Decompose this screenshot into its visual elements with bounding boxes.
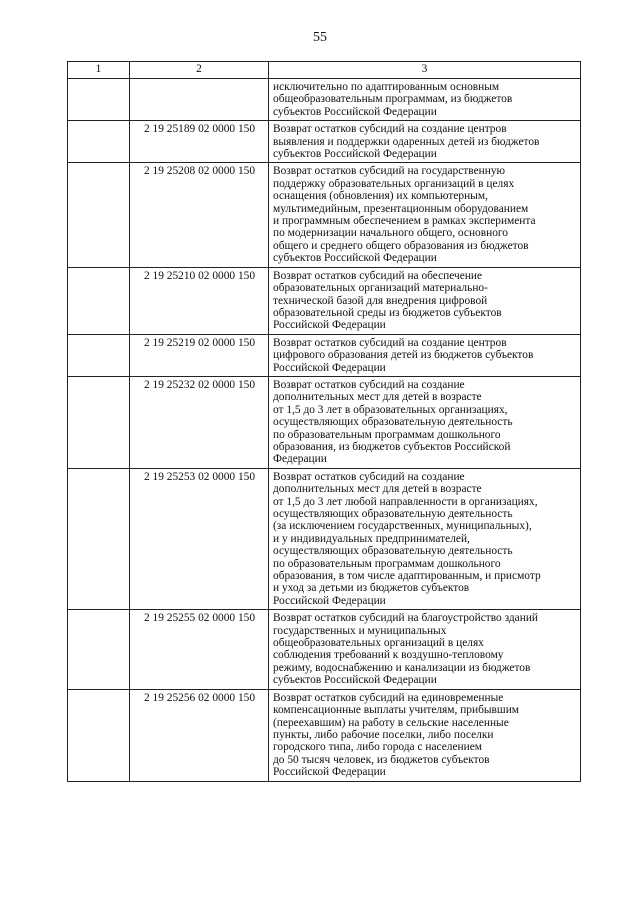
cell-description [269,163,581,267]
description-line: Возврат остатков субсидий на создание [273,378,465,391]
description-line: по образовательным программам дошкольного [273,557,501,570]
cell-col1 [68,334,130,376]
column-header-3: 3 [269,62,581,79]
cell-budget-code: 2 19 25219 02 0000 150 [130,334,269,376]
table-row [68,610,581,689]
description-line: городского типа, либо города с населением [273,741,482,754]
description-line: Возврат остатков субсидий на создание [273,470,465,483]
description-line: Российской Федерации [273,319,386,332]
description-line: выявления и поддержки одаренных детей из бюджетов [273,135,540,148]
description-line: Возврат остатков субсидий на единовременные [273,691,504,704]
description-line: (переехавшим) на работу в сельские населенные [273,716,509,729]
table-row [68,121,581,163]
description-line: Возврат остатков субсидий на государственную [273,165,506,178]
description-line: общеобразовательным программам, из бюджетов [273,93,513,106]
description-line: от 1,5 до 3 лет любой направленности в организациях, [273,495,538,508]
description-line: субъектов Российской Федерации [273,105,437,118]
description-line: технической базой для внедрения цифровой [273,294,488,307]
description-line: образовательной среды из бюджетов субъектов [273,306,502,319]
cell-col1 [68,163,130,267]
description-line: общеобразовательных организаций в целях [273,637,484,650]
description-line: поддержку образовательных организаций в целях [273,177,515,190]
description-line: образования, из бюджетов субъектов Российской [273,440,511,453]
table-row [68,79,581,121]
table-header [68,62,581,79]
header-row [68,62,581,79]
table-row [68,376,581,468]
description-line: от 1,5 до 3 лет в образовательных организациях, [273,403,508,416]
table-row [68,334,581,376]
description-line: по образовательным программам дошкольного [273,428,501,441]
cell-col1 [68,610,130,689]
description-line: цифрового образования детей из бюджетов субъектов [273,349,534,362]
cell-budget-code: 2 19 25253 02 0000 150 [130,468,269,609]
description-line: и у индивидуальных предпринимателей, [273,532,470,545]
description-line: дополнительных мест для детей в возрасте [273,483,482,496]
description-line: субъектов Российской Федерации [273,674,437,687]
cell-budget-code [130,79,269,121]
cell-description [269,376,581,468]
description-line: общего и среднего общего образования из бюджетов [273,239,529,252]
description-line: по модернизации начального общего, основного [273,227,508,240]
cell-budget-code: 2 19 25255 02 0000 150 [130,610,269,689]
cell-description [269,468,581,609]
table-row [68,163,581,267]
description-line: Возврат остатков субсидий на создание центров [273,123,507,136]
description-line: государственных и муниципальных [273,624,447,637]
cell-description [269,79,581,121]
description-line: Российской Федерации [273,766,386,779]
cell-description [269,267,581,334]
description-line: Федерации [273,453,327,466]
cell-col1 [68,689,130,781]
cell-budget-code: 2 19 25208 02 0000 150 [130,163,269,267]
description-line: Российской Федерации [273,594,386,607]
description-line: соблюдения требований к воздушно-тепловому [273,649,504,662]
description-line: и программным обеспечением в рамках эксперимента [273,215,536,228]
description-line: исключительно по адаптированным основным [273,81,500,93]
description-line: Возврат остатков субсидий на создание центров [273,336,507,349]
description-line: образовательных организаций материально- [273,282,488,295]
description-line: осуществляющих образовательную деятельность [273,545,513,558]
cell-col1 [68,468,130,609]
cell-col1 [68,79,130,121]
cell-budget-code: 2 19 25210 02 0000 150 [130,267,269,334]
cell-description [269,610,581,689]
description-line: пункты, либо рабочие поселки, либо поселки [273,728,494,741]
cell-col1 [68,376,130,468]
description-line: компенсационные выплаты учителям, прибывшим [273,704,519,717]
description-line: осуществляющих образовательную деятельность [273,416,513,429]
cell-col1 [68,267,130,334]
description-line: образования, в том числе адаптированным, и присмотр [273,570,541,583]
description-line: Российской Федерации [273,361,386,374]
cell-col1 [68,121,130,163]
description-line: (за исключением государственных, муниципальных), [273,520,532,533]
description-line: Возврат остатков субсидий на обеспечение [273,269,483,282]
description-line: Возврат остатков субсидий на благоустройство зданий [273,612,539,625]
description-line: оснащения (обновления) их компьютерным, [273,190,488,203]
column-header-2: 2 [130,62,269,79]
description-line: субъектов Российской Федерации [273,252,437,265]
column-header-1: 1 [68,62,130,79]
budget-classification-table [67,61,581,782]
cell-budget-code: 2 19 25256 02 0000 150 [130,689,269,781]
cell-budget-code: 2 19 25189 02 0000 150 [130,121,269,163]
description-line: и уход за детьми из бюджетов субъектов [273,582,470,595]
cell-description [269,121,581,163]
description-line: осуществляющих образовательную деятельность [273,508,513,520]
cell-description [269,689,581,781]
description-line: до 50 тысяч человек, из бюджетов субъектов [273,753,490,766]
table-row [68,689,581,781]
cell-budget-code: 2 19 25232 02 0000 150 [130,376,269,468]
description-line: субъектов Российской Федерации [273,148,437,161]
description-line: мультимедийным, презентационным оборудованием [273,202,529,215]
table-body [68,79,581,782]
table-row [68,468,581,609]
description-line: режиму, водоснабжению и канализации из бюджетов [273,661,531,674]
description-line: дополнительных мест для детей в возрасте [273,391,482,404]
page-number: 55 [313,30,327,45]
table-row [68,267,581,334]
cell-description [269,334,581,376]
